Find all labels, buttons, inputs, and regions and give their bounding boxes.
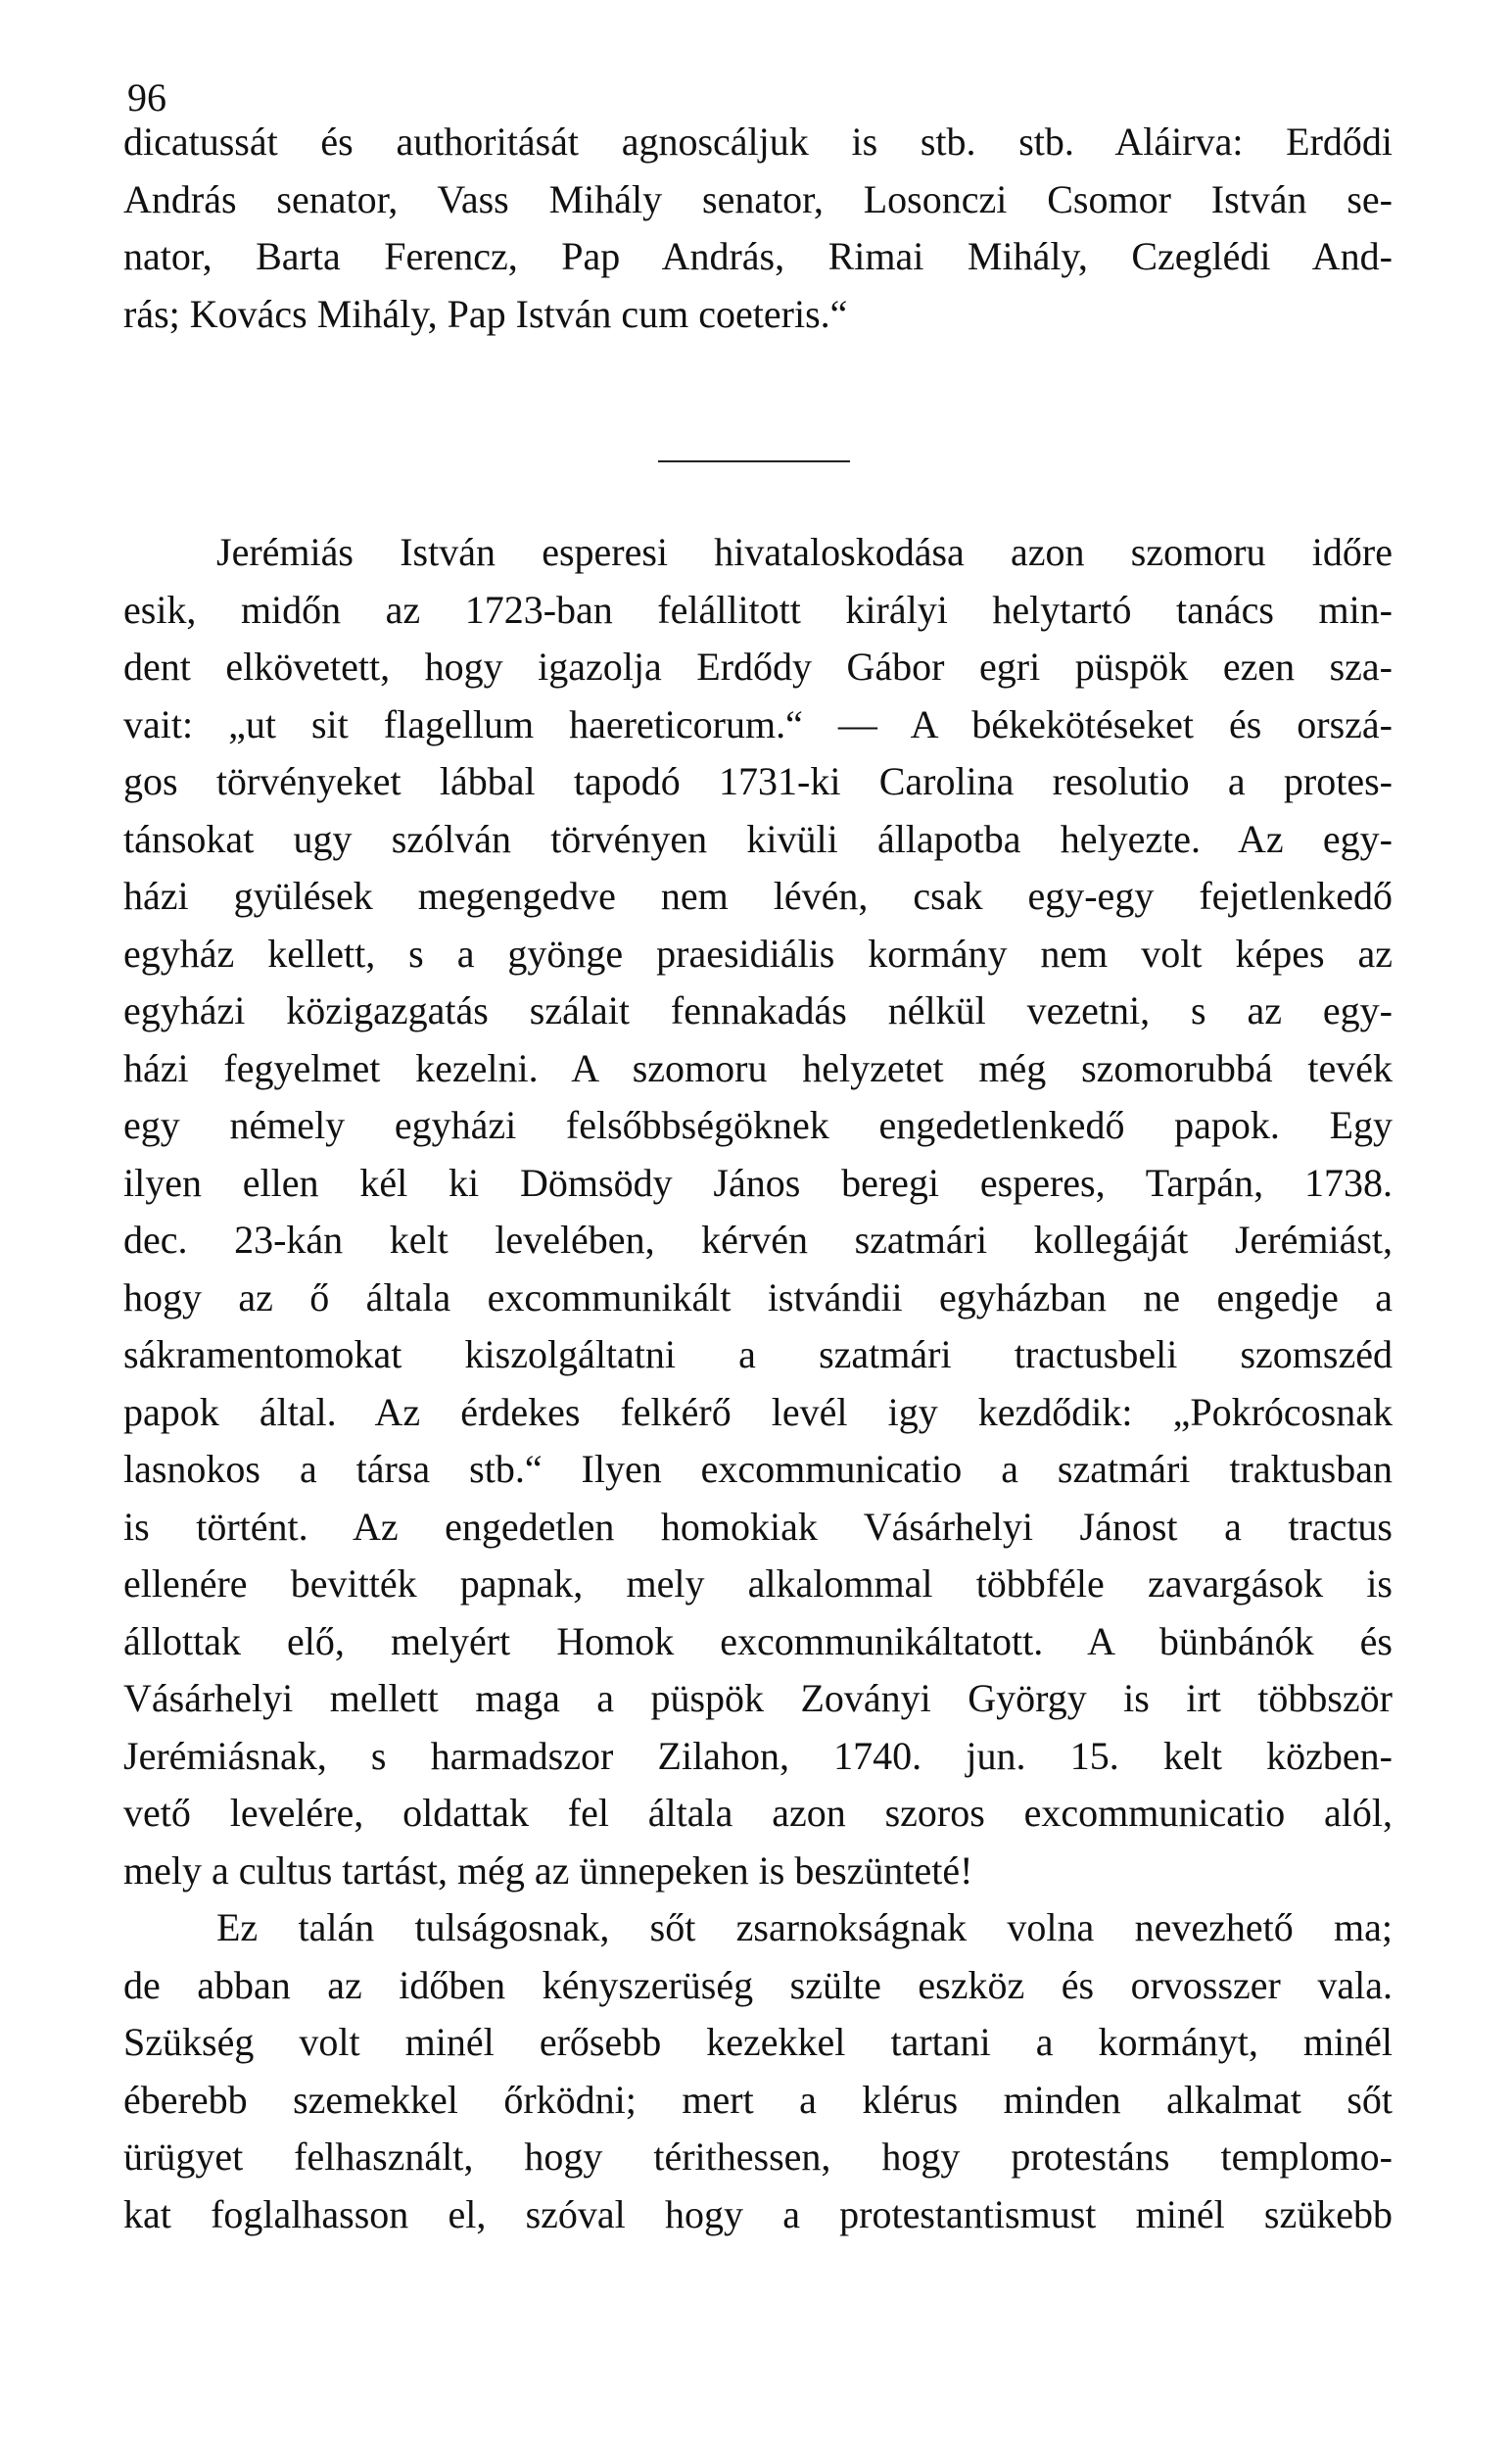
text-line: ürügyet felhasznált, hogy térithessen, hogy protestáns templomo- — [123, 2134, 1393, 2179]
text-line: Jerémiás István esperesi hivataloskodása azon szomoru időre — [216, 530, 1393, 574]
text-line: sákramentomokat kiszolgáltatni a szatmári tractusbeli szomszéd — [123, 1332, 1393, 1376]
text-line: lasnokos a társa stb.“ Ilyen excommunicatio a szatmári traktusban — [123, 1447, 1393, 1491]
text-line: egyház kellett, s a gyönge praesidiális kormány nem volt képes az — [123, 931, 1393, 976]
text-line: de abban az időben kényszerüség szülte eszköz és orvosszer vala. — [123, 1962, 1393, 2007]
paragraph-continuation — [123, 114, 1393, 343]
text-line: Vásárhelyi mellett maga a püspök Zoványi György is irt többször — [123, 1676, 1393, 1720]
text-line: dicatussát és authoritását agnoscáljuk is stb. stb. Aláirva: Erdődi — [123, 120, 1393, 164]
text-line: Jerémiásnak, s harmadszor Zilahon, 1740. jun. 15. kelt közben- — [123, 1733, 1393, 1778]
text-line: egyházi közigazgatás szálait fennakadás nélkül vezetni, s az egy- — [123, 988, 1393, 1032]
text-line: vait: „ut sit flagellum haereticorum.“ — A békekötéseket és orszá- — [123, 701, 1393, 746]
text-line: nator, Barta Ferencz, Pap András, Rimai Mihály, Czeglédi And- — [123, 234, 1393, 278]
text-line: házi fegyelmet kezelni. A szomoru helyzetet még szomorubbá tevék — [123, 1045, 1393, 1090]
text-line: András senator, Vass Mihály senator, Losonczi Csomor István se- — [123, 176, 1393, 221]
text-line: is történt. Az engedetlen homokiak Vásárhelyi Jánost a tractus — [123, 1504, 1393, 1549]
text-line: hogy az ő általa excommunikált istvándii egyházban ne engedje a — [123, 1274, 1393, 1319]
text-line: tánsokat ugy szólván törvényen kivüli állapotba helyezte. Az egy- — [123, 816, 1393, 861]
text-line: esik, midőn az 1723-ban felállitott királyi helytartó tanács min- — [123, 587, 1393, 632]
text-line: Szükség volt minél erősebb kezekkel tartani a kormányt, minél — [123, 2020, 1393, 2064]
text-line: papok által. Az érdekes felkérő levél igy kezdődik: „Pokrócosnak — [123, 1389, 1393, 1434]
text-line: egy némely egyházi felsőbbségöknek engedetlenkedő papok. Egy — [123, 1103, 1393, 1147]
text-line: ellenére bevitték papnak, mely alkalommal többféle zavargások is — [123, 1561, 1393, 1606]
text-line: éberebb szemekkel őrködni; mert a klérus minden alkalmat sőt — [123, 2077, 1393, 2122]
section-divider — [658, 460, 850, 462]
text-line: házi gyülések megengedve nem lévén, csak egy-egy fejetlenkedő — [123, 874, 1393, 918]
text-line: ilyen ellen kél ki Dömsödy János beregi esperes, Tarpán, 1738. — [123, 1160, 1393, 1205]
text-line: Ez talán tulságosnak, sőt zsarnokságnak volna nevezhető ma; — [216, 1905, 1393, 1949]
text-line: állottak elő, melyért Homok excommunikáltatott. A bünbánók és — [123, 1618, 1393, 1663]
text-line: rás; Kovács Mihály, Pap István cum coeteris.“ — [123, 291, 848, 336]
text-line: gos törvényeket lábbal tapodó 1731-ki Carolina resolutio a protes- — [123, 759, 1393, 803]
paragraph-jeremias — [123, 524, 1393, 1899]
text-line: dent elkövetett, hogy igazolja Erdődy Gábor egri püspök ezen sza- — [123, 645, 1393, 689]
text-line: dec. 23-kán kelt levelében, kérvén szatmári kollegáját Jerémiást, — [123, 1218, 1393, 1262]
text-line: kat foglalhasson el, szóval hogy a protestantismust minél szükebb — [123, 2191, 1393, 2236]
page-number: 96 — [127, 75, 166, 120]
text-line: mely a cultus tartást, még az ünnepeken is beszünteté! — [123, 1847, 973, 1893]
paragraph-closing — [123, 1899, 1393, 2243]
text-line: vető levelére, oldattak fel általa azon szoros excommunicatio alól, — [123, 1791, 1393, 1835]
